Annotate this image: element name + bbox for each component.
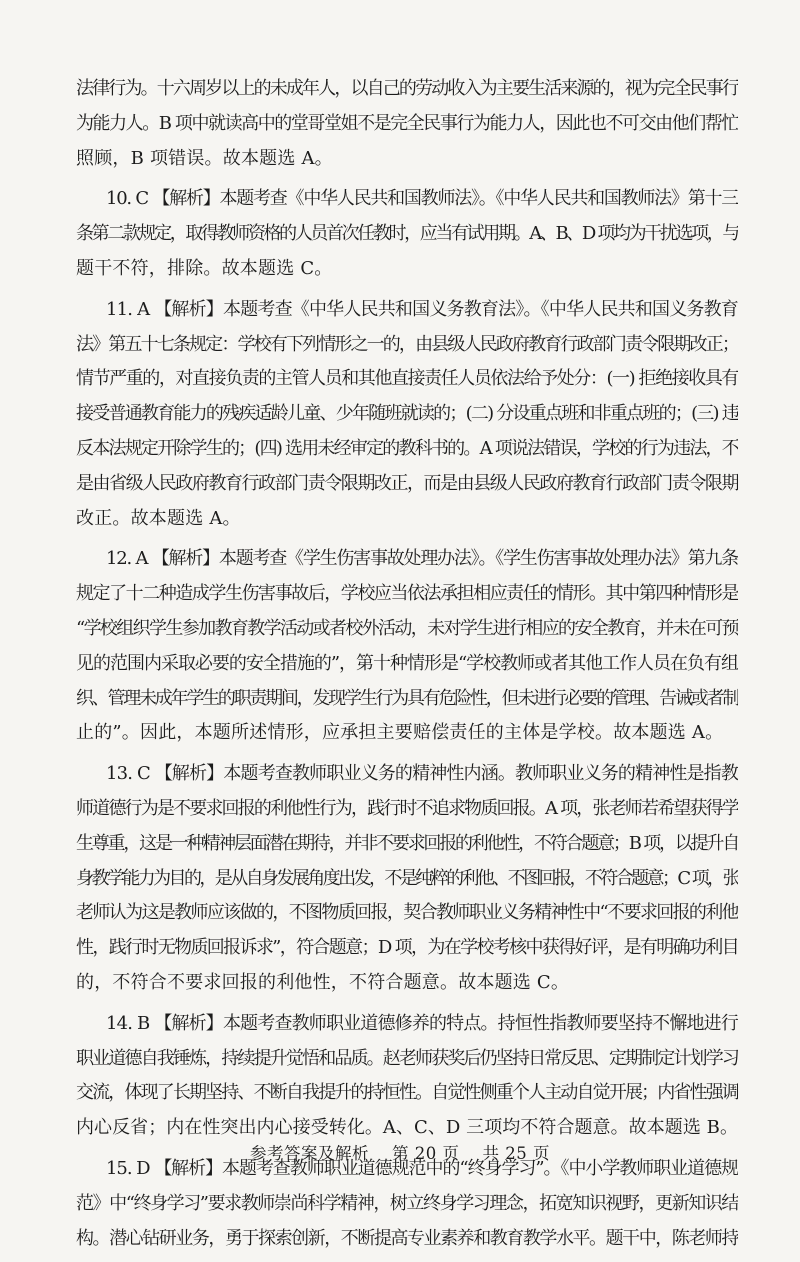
text-line: 13. C 【解析】本题考查教师职业义务的精神性内涵。教师职业义务的精神性是指教 (106, 763, 738, 785)
answer-q12 (76, 542, 738, 751)
text-line: 10. C 【解析】本题考查《中华人民共和国教师法》。《中华人民共和国教师法》第十三 (106, 188, 738, 210)
text-line: 性，践行时无物质回报诉求”，符合题意；D 项，为在学校考核中获得好评，是有明确功利目 (76, 937, 738, 959)
text-line: 接受普通教育能力的残疾适龄儿童、少年随班就读的；(二) 分设重点班和非重点班的；(三) 违 (76, 403, 738, 425)
text-line: 构。潜心钻研业务，勇于探索创新，不断提高专业素养和教育教学水平。题干中，陈老师持 (76, 1227, 738, 1249)
answer-q14 (76, 1007, 738, 1146)
text-line: 老师认为这是教师应该做的，不图物质回报，契合教师职业义务精神性中“不要求回报的利他 (76, 902, 738, 924)
text-line: 范》中“终身学习”要求教师崇尚科学精神，树立终身学习理念，拓宽知识视野，更新知识结 (76, 1192, 738, 1214)
text-line: 止的”。因此，本题所述情形，应承担主要赔偿责任的主体是学校。故本题选 A。 (76, 722, 724, 744)
text-line: 见的范围内采取必要的安全措施的”，第十种情形是“学校教师或者其他工作人员在负有组 (76, 652, 738, 674)
answer-q15 (76, 1152, 738, 1256)
text-line: 14. B 【解析】本题考查教师职业道德修养的特点。持恒性指教师要坚持不懈地进行 (106, 1012, 738, 1034)
text-line: 情节严重的，对直接负责的主管人员和其他直接责任人员依法给予处分：(一) 拒绝接收具有 (76, 368, 738, 390)
text-line: 11. A 【解析】本题考查《中华人民共和国义务教育法》。《中华人民共和国义务教育 (106, 298, 738, 320)
answer-q10 (76, 182, 738, 286)
footer-total-pages: 共 25 页 (482, 1144, 550, 1163)
text-line: 的，不符合不要求回报的利他性，不符合题意。故本题选 C。 (76, 971, 570, 993)
text-line: 为能力人。B 项中就读高中的堂哥堂姐不是完全民事行为能力人，因此也不可交由他们帮忙 (76, 112, 738, 134)
footer-label: 参考答案及解析 (250, 1144, 370, 1163)
page-footer (0, 1140, 800, 1164)
text-line: 法》第五十七条规定：学校有下列情形之一的，由县级人民政府教育行政部门责令限期改正； (76, 333, 738, 355)
text-line: 15. D 【解析】本题考查教师职业道德规范中的“终身学习”。《中小学教师职业道德规 (106, 1157, 738, 1179)
text-line: 12. A 【解析】本题考查《学生伤害事故处理办法》。《学生伤害事故处理办法》第九条 (106, 548, 738, 570)
footer-page-number: 第 20 页 (392, 1144, 460, 1163)
text-line: 规定了十二种造成学生伤害事故后，学校应当依法承担相应责任的情形。其中第四种情形是 (76, 583, 738, 605)
text-line: 条第二款规定，取得教师资格的人员首次任教时，应当有试用期。A、B、D 项均为干扰选项，与 (76, 223, 738, 245)
text-line: “学校组织学生参加教育教学活动或者校外活动，未对学生进行相应的安全教育，并未在可预 (76, 617, 738, 639)
text-line: 法律行为。十六周岁以上的未成年人，以自己的劳动收入为主要生活来源的，视为完全民事行 (76, 78, 738, 99)
text-line: 生尊重，这是一种精神层面潜在期待，并非不要求回报的利他性，不符合题意；B 项，以提升自 (76, 832, 738, 854)
text-line: 是由省级人民政府教育行政部门责令限期改正，而是由县级人民政府教育行政部门责令限期 (76, 472, 738, 494)
answer-q13 (76, 757, 738, 1001)
text-line: 题干不符，排除。故本题选 C。 (76, 257, 333, 279)
text-line: 身教学能力为目的，是从自身发展角度出发，不是纯粹的利他、不图回报，不符合题意；C 项，张 (76, 867, 738, 889)
paragraph-continued (76, 72, 738, 176)
answer-explanations (76, 72, 738, 1262)
text-line: 职业道德自我锤炼，持续提升觉悟和品质。赵老师获奖后仍坚持日常反思、定期制定计划学习 (76, 1047, 738, 1069)
text-line: 照顾，B 项错误。故本题选 A。 (76, 147, 333, 169)
text-line: 改正。故本题选 A。 (76, 507, 241, 529)
text-line: 内心反省；内在性突出内心接受转化。A、C、D 三项均不符合题意。故本题选 B。 (76, 1117, 738, 1139)
text-line: 交流，体现了长期坚持、不断自我提升的持恒性。自觉性侧重个人主动自觉开展；内省性强调 (76, 1082, 738, 1104)
answer-q11 (76, 293, 738, 537)
text-line: 师道德行为是不要求回报的利他性行为，践行时不追求物质回报。A 项，张老师若希望获得学 (76, 797, 738, 819)
text-line: 反本法规定开除学生的；(四) 选用未经审定的教科书的。A 项说法错误，学校的行为违法，不 (76, 437, 738, 459)
text-line: 织、管理未成年学生的职责期间，发现学生行为具有危险性，但未进行必要的管理、告诫或者制 (76, 687, 738, 709)
